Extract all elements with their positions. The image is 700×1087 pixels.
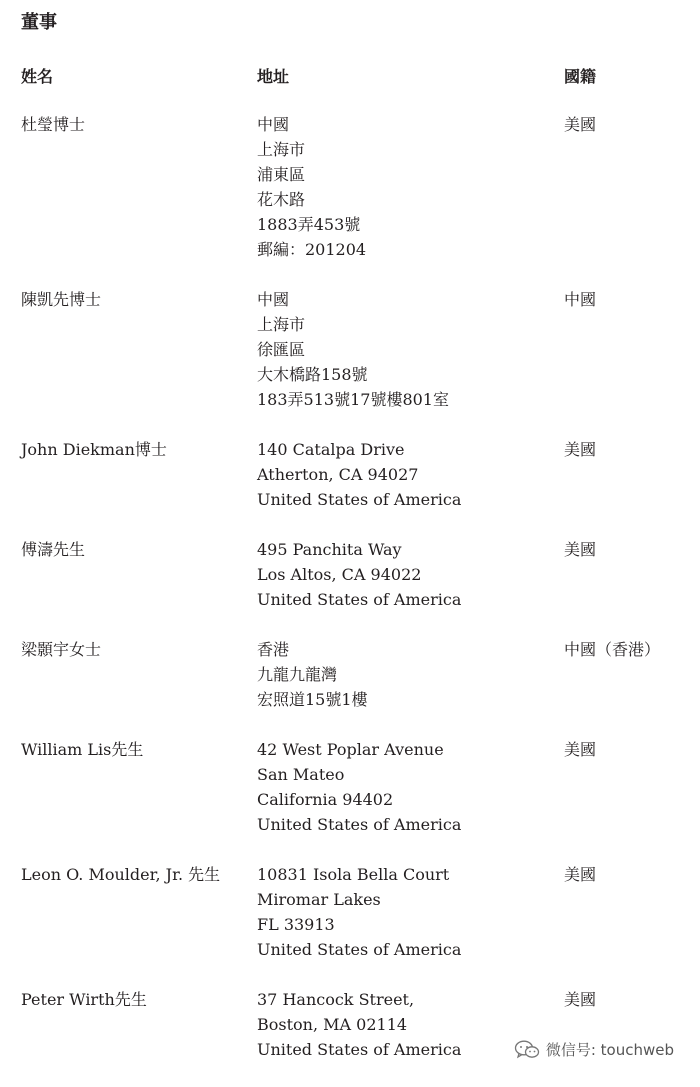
address-line: 中國 [257, 115, 290, 134]
watermark-text: 微信号: touchweb [545, 1041, 674, 1059]
table-header [0, 62, 700, 92]
director-nationality: 中國（香港） [564, 640, 661, 659]
header-name: 姓名 [21, 67, 54, 86]
director-name: 傅濤先生 [21, 540, 86, 559]
director-address [257, 737, 557, 837]
director-row [0, 637, 700, 712]
address-line: 42 West Poplar Avenue [257, 740, 444, 759]
director-name: William Lis先生 [21, 740, 144, 759]
address-line: FL 33913 [257, 915, 335, 934]
watermark [510, 1037, 678, 1062]
director-address [257, 287, 557, 412]
director-row [0, 862, 700, 962]
address-line: 宏照道15號1樓 [257, 690, 368, 709]
director-name: Leon O. Moulder, Jr. 先生 [21, 865, 221, 884]
director-name: 陳凱先博士 [21, 290, 102, 309]
director-name: 梁顥宇女士 [21, 640, 102, 659]
director-nationality: 美國 [564, 990, 597, 1009]
director-address [257, 637, 557, 712]
header-nationality: 國籍 [564, 67, 597, 86]
director-name: 杜瑩博士 [21, 115, 86, 134]
address-line: Los Altos, CA 94022 [257, 565, 422, 584]
address-line: 1883弄453號 [257, 215, 361, 234]
director-row [0, 112, 700, 262]
directors-table [0, 112, 700, 1087]
address-line: 495 Panchita Way [257, 540, 402, 559]
address-line: United States of America [257, 590, 462, 609]
wechat-icon [514, 1040, 540, 1060]
address-line: 中國 [257, 290, 290, 309]
address-line: 183弄513號17號樓801室 [257, 390, 449, 409]
address-line: 10831 Isola Bella Court [257, 865, 450, 884]
director-row [0, 537, 700, 612]
header-address: 地址 [257, 67, 290, 86]
director-row [0, 437, 700, 512]
director-address [257, 862, 557, 962]
director-nationality: 美國 [564, 440, 597, 459]
address-line: Miromar Lakes [257, 890, 381, 909]
director-nationality: 美國 [564, 115, 597, 134]
director-address [257, 537, 557, 612]
address-line: 140 Catalpa Drive [257, 440, 405, 459]
address-line: Atherton, CA 94027 [257, 465, 419, 484]
address-line: 浦東區 [257, 165, 306, 184]
address-line: Boston, MA 02114 [257, 1015, 408, 1034]
director-row [0, 287, 700, 412]
address-line: United States of America [257, 490, 462, 509]
director-row [0, 737, 700, 837]
address-line: San Mateo [257, 765, 345, 784]
director-name: Peter Wirth先生 [21, 990, 147, 1009]
director-address [257, 437, 557, 512]
address-line: 郵編：201204 [257, 240, 367, 259]
address-line: 徐匯區 [257, 340, 306, 359]
address-line: 花木路 [257, 190, 306, 209]
director-nationality: 美國 [564, 540, 597, 559]
director-nationality: 美國 [564, 865, 597, 884]
address-line: 上海市 [257, 140, 306, 159]
address-line: United States of America [257, 1040, 462, 1059]
director-nationality: 中國 [564, 290, 597, 309]
address-line: 香港 [257, 640, 290, 659]
address-line: United States of America [257, 940, 462, 959]
address-line: 大木橋路158號 [257, 365, 368, 384]
address-line: 上海市 [257, 315, 306, 334]
director-name: John Diekman博士 [21, 440, 167, 459]
director-address [257, 112, 557, 262]
section-title: 董事 [21, 12, 57, 33]
address-line: 37 Hancock Street, [257, 990, 415, 1009]
director-nationality: 美國 [564, 740, 597, 759]
address-line: California 94402 [257, 790, 394, 809]
address-line: United States of America [257, 815, 462, 834]
address-line: 九龍九龍灣 [257, 665, 338, 684]
